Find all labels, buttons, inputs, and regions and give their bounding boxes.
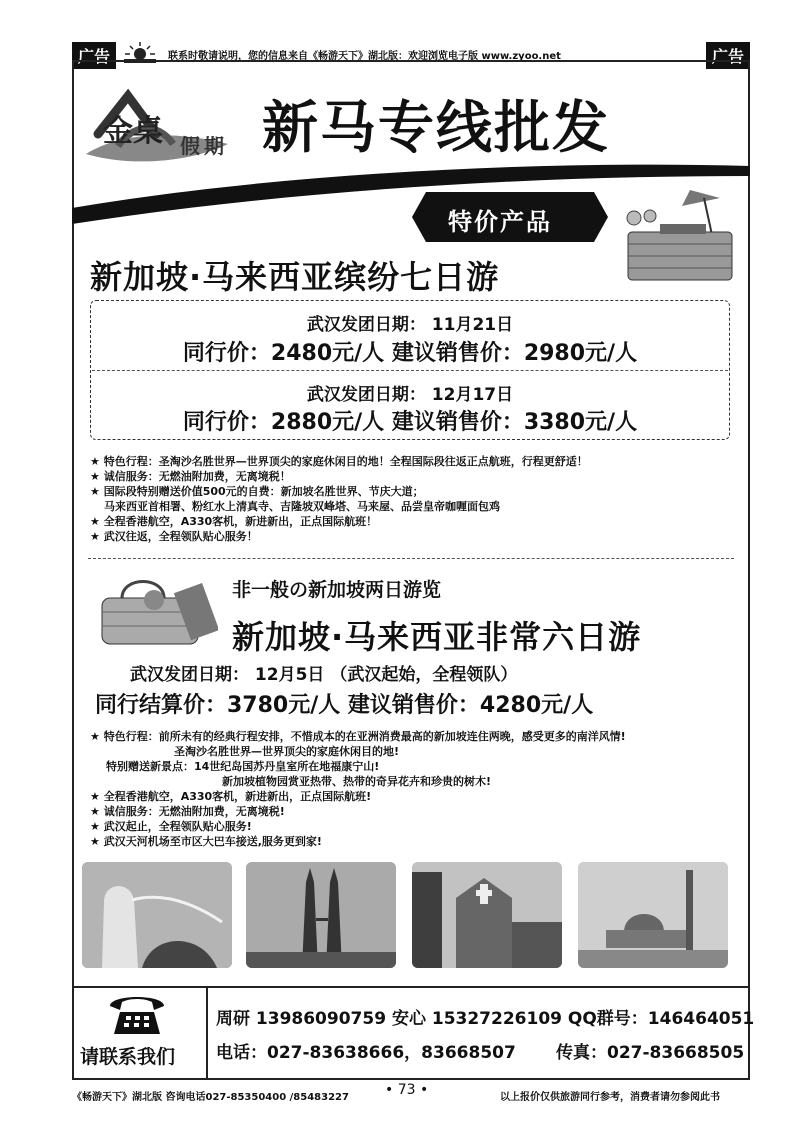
- tour1-feature: ★ 国际段特别赠送价值500元的自费：新加坡名胜世界、节庆大道；: [90, 485, 424, 498]
- page-number-bullet: •: [420, 1082, 429, 1098]
- contact-tel: 电话：027-83638666，83668507: [216, 1043, 516, 1063]
- brand-logo-text: 金桌: [103, 114, 163, 149]
- departure-1-date-label: 武汉发团日期：: [306, 315, 426, 335]
- tour2-feature: ★ 诚信服务：无燃油附加费，无离境税!: [90, 805, 285, 818]
- tour1-feature: ★ 诚信服务：无燃油附加费，无离境税！: [90, 470, 291, 483]
- tour2-feature: ★ 武汉起止，全程领队贴心服务!: [90, 820, 252, 833]
- shopping-basket-illustration: [92, 568, 218, 650]
- departure-2-price: 同行价：2880元/人 建议销售价：3380元/人: [182, 410, 638, 435]
- tour1-feature: ★ 全程香港航空，A330客机，新进新出，正点国际航班！: [90, 515, 378, 528]
- tour1-feature: ★ 武汉往返，全程领队贴心服务！: [90, 530, 258, 543]
- tour2-subtitle: 非一般の新加坡两日游览: [232, 579, 442, 601]
- footer-left: 《畅游天下》湖北版 咨询电话027-85350400 /85483227: [72, 1092, 349, 1103]
- footer-right: 以上报价仅供旅游同行参考，消费者请勿参阅此书: [500, 1092, 720, 1103]
- contact-separator: [206, 988, 208, 1078]
- ad-tag-right: 广告: [706, 42, 750, 69]
- brand-logo-sub: 假期: [180, 134, 228, 158]
- contact-label: 请联系我们: [80, 1046, 176, 1068]
- picnic-basket-illustration: [620, 180, 738, 285]
- departure-1-date-value: 11月21日: [431, 315, 514, 335]
- tour2-feature: ★ 全程香港航空，A330客机，新进新出，正点国际航班!: [90, 790, 372, 803]
- departure-2-date: [90, 380, 730, 405]
- tour1-feature: 马来西亚首相署、粉红水上清真寺、吉隆坡双峰塔、马来屋、品尝皇帝咖喱面包鸡: [104, 500, 500, 513]
- merlion-photo: [82, 862, 232, 968]
- page-headline: 新马专线批发: [262, 96, 610, 161]
- tour2-feature: 新加坡植物园赏亚热带、热带的奇异花卉和珍贵的树木!: [222, 775, 492, 788]
- tour2-feature: 特别赠送新景点：14世纪岛国苏丹皇室所在地福康宁山!: [106, 760, 380, 773]
- tour2-title: 新加坡·马来西亚非常六日游: [232, 618, 642, 656]
- tour1-title: 新加坡·马来西亚缤纷七日游: [90, 258, 500, 296]
- tour2-feature: ★ 武汉天河机场至市区大巴车接送,服务更到家!: [90, 835, 322, 848]
- contact-phones: 周研 13986090759 安心 15327226109 QQ群号：146464051: [216, 1009, 755, 1029]
- departure-1-date: [90, 310, 730, 335]
- telephone-icon: [108, 992, 166, 1038]
- departure-2-date-label: 武汉发团日期：: [306, 385, 426, 405]
- tour1-feature: ★ 特色行程：圣淘沙名胜世界—世界顶尖的家庭休闲目的地！全程国际段往返正点航班，行程更舒适！: [90, 455, 588, 468]
- petronas-towers-photo: [246, 862, 396, 968]
- ad-tag-left: 广告: [72, 42, 116, 69]
- price-box-divider: [92, 370, 728, 371]
- tour2-feature: 圣淘沙名胜世界—世界顶尖的家庭休闲目的地!: [174, 745, 400, 758]
- tour2-price: 同行结算价：3780元/人 建议销售价：4280元/人: [95, 693, 594, 718]
- page-number: [385, 1082, 428, 1098]
- page-number-bullet: •: [385, 1082, 394, 1098]
- contact-divider: [72, 986, 750, 988]
- contact-fax: 传真：027-83668505: [556, 1043, 745, 1063]
- tour1-features: [90, 454, 588, 544]
- tour2-feature: ★ 特色行程：前所未有的经典行程安排，不惜成本的在亚洲消费最高的新加坡连住两晚，感受更多的南洋风情!: [90, 730, 626, 743]
- departure-1-price: 同行价：2480元/人 建议销售价：2980元/人: [182, 341, 638, 366]
- special-offer-text: 特价产品: [448, 208, 552, 236]
- header-info: 联系时敬请说明，您的信息来自《畅游天下》湖北版：欢迎浏览电子版 www.zyoo.net: [168, 51, 561, 62]
- section-divider: [88, 558, 734, 559]
- page-number-value: 73: [397, 1082, 416, 1098]
- mosque-photo: [578, 862, 728, 968]
- tour2-date: 武汉发团日期： 12月5日 （武汉起始，全程领队）: [130, 665, 518, 685]
- tour2-features: [90, 729, 626, 849]
- departure-2-date-value: 12月17日: [431, 385, 514, 405]
- church-photo: [412, 862, 562, 968]
